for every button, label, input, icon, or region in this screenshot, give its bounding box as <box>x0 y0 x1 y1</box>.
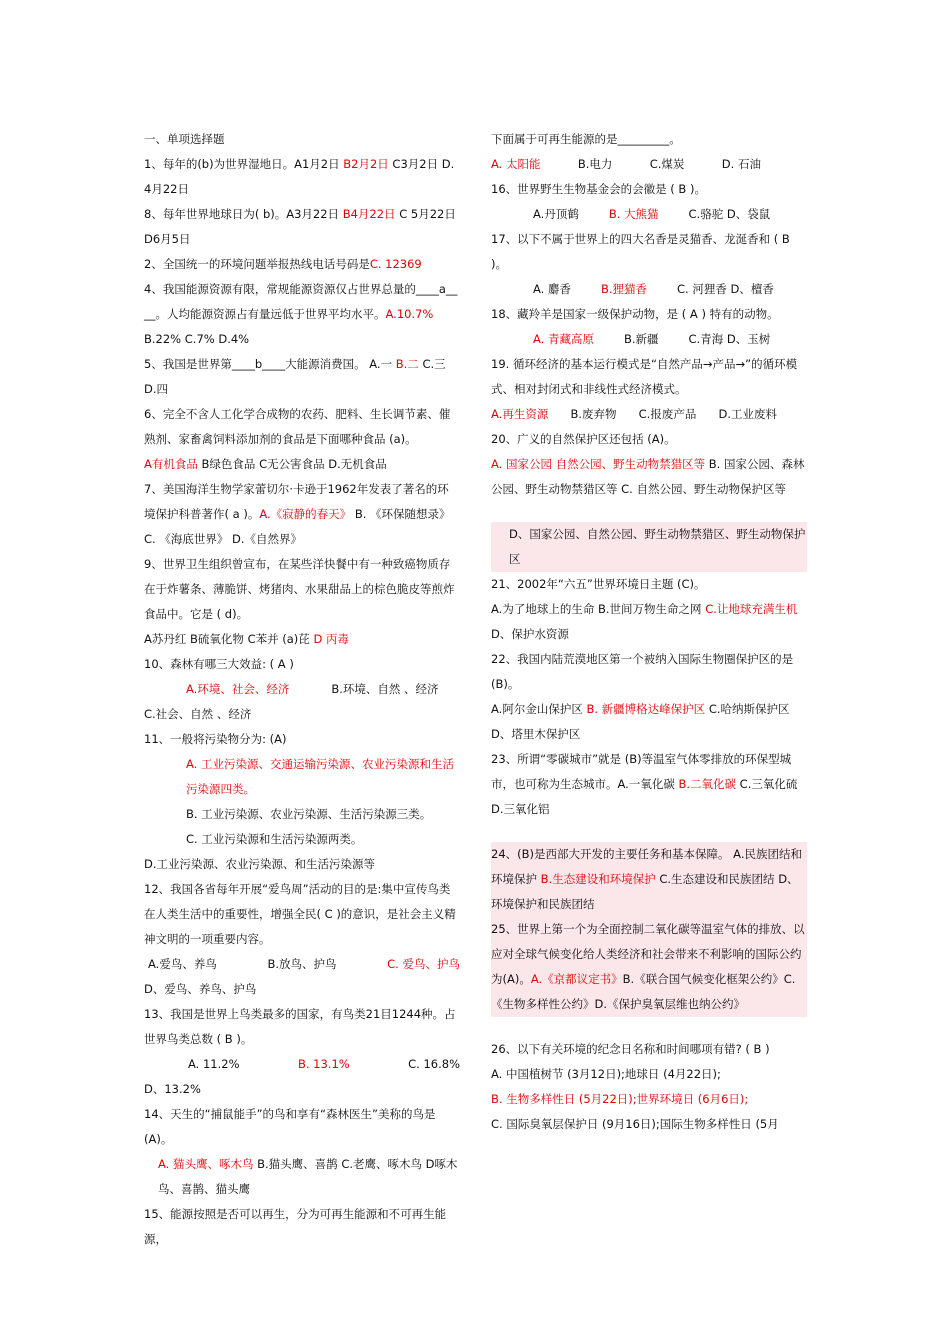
question-20-options: A. 国家公园 自然公园、野生动物禁猎区等 B. 国家公园、森林公园、野生动物禁猎区等 C. 自然公园、野生动物保护区等 <box>491 457 805 496</box>
answer: A. 猫头鹰、啄木鸟 <box>158 1157 254 1171</box>
question-5: 5、我国是世界第____b____大能源消费国。 A.一 B.二 C.三 D.四 <box>144 357 446 396</box>
question-8: 8、每年世界地球日为( b)。A3月22日 B4月22日 C 5月22日 D6月5日 <box>144 207 456 246</box>
question-10-option-c: C.社会、自然 、经济 <box>144 707 252 721</box>
question-26: 26、以下有关环境的纪念日名称和时间哪项有错? ( B ) <box>491 1042 770 1056</box>
question-13-options: A. 11.2% B. 13.1% C. 16.8% <box>144 1052 460 1077</box>
question-13-option-d: D、13.2% <box>144 1082 201 1096</box>
highlighted-block <box>491 842 807 1017</box>
answer: B. 新疆博格达峰保护区 <box>586 702 706 716</box>
question-19-options: A.再生资源 B.废弃物 C.报废产品 D.工业废料 <box>491 402 807 427</box>
answer: A. 青藏高原 <box>533 332 594 346</box>
answer: A.环境、社会、经济 <box>186 682 290 696</box>
question-20: 20、广义的自然保护区还包括 (A)。 <box>491 432 676 446</box>
left-column <box>144 127 460 1252</box>
right-column <box>491 127 807 1137</box>
question-16-options: A.丹顶鹤 B. 大熊猫 C.骆驼 D、袋鼠 <box>533 207 771 221</box>
answer: C. 12369 <box>369 257 422 271</box>
answer: B. 13.1% <box>297 1057 350 1071</box>
question-14: 14、天生的“捕鼠能手”的鸟和享有“森林医生”美称的鸟是 (A)。 <box>144 1107 436 1146</box>
question-19: 19. 循环经济的基本运行模式是“自然产品→产品→”的循环模式、相对封闭式和非线性式经济模式。 <box>491 357 798 396</box>
question-10-options: A.环境、社会、经济 B.环境、自然 、经济 <box>186 682 439 696</box>
question-16: 16、世界野生生物基金会的会徽是 ( B )。 <box>491 182 706 196</box>
question-22: 22、我国内陆荒漠地区第一个被纳入国际生物圈保护区的是(B)。 <box>491 652 794 691</box>
answer: A.《寂静的春天》 <box>259 507 352 521</box>
answer: B.二氧化碳 <box>678 777 737 791</box>
question-18-options: A. 青藏高原 B.新疆 C.青海 D、玉树 <box>533 332 771 346</box>
question-17: 17、以下不属于世界上的四大名香是灵猫香、龙涎香和 ( B )。 <box>491 232 790 271</box>
question-26-option-c: C. 国际臭氧层保护日 (9月16日);国际生物多样性日 (5月 <box>491 1117 779 1131</box>
answer: A.10.7% <box>385 307 434 321</box>
question-26-option-a: A. 中国植树节 (3月12日);地球日 (4月22日); <box>491 1067 721 1081</box>
question-11-option-d: D.工业污染源、农业污染源、和生活污染源等 <box>144 857 376 871</box>
answer: B. 大熊猫 <box>608 207 659 221</box>
question-13: 13、我国是世界上鸟类最多的国家，有鸟类21目1244种。占世界鸟类总数 ( B )。 <box>144 1007 456 1046</box>
answer: A. 太阳能 <box>491 157 541 171</box>
answer: A. 国家公园 自然公园、野生动物禁猎区等 <box>491 457 706 471</box>
section-heading: 一、单项选择题 <box>144 132 225 146</box>
question-21: 21、2002年“六五”世界环境日主题 (C)。 <box>491 577 706 591</box>
question-23: 23、所谓“零碳城市”就是 (B)等温室气体零排放的环保型城市，也可称为生态城市。A.一氧化碳 B.二氧化碳 C.三氧化硫 D.三氧化铝 <box>491 752 798 816</box>
question-1: 1、每年的(b)为世界湿地日。A1月2日 B2月2日 C3月2日 D.4月22日 <box>144 157 455 196</box>
question-14-options: A. 猫头鹰、啄木鸟 B.猫头鹰、喜鹊 C.老鹰、啄木鸟 D啄木鸟、喜鹊、猫头鹰 <box>158 1157 458 1196</box>
question-25: 25、世界上第一个为全面控制二氧化碳等温室气体的排放、以应对全球气候变化给人类经济和社会带来不利影响的国际公约为(A)。A.《京都议定书》B.《联合国气候变化框架公约》C.《生物多样性公约》D.《保护臭氧层维也纳公约》 <box>491 922 805 1011</box>
question-12: 12、我国各省每年开展“爱鸟周”活动的目的是:集中宣传鸟类在人类生活中的重要性，增强全民( C )的意识，是社会主义精神文明的一项重要内容。 <box>144 882 456 946</box>
question-24: 24、(B)是西部大开发的主要任务和基本保障。 A.民族团结和环境保护 B.生态建设和环境保护 C.生态建设和民族团结 D、环境保护和民族团结 <box>491 847 802 911</box>
answer: A.再生资源 <box>491 407 549 421</box>
answer: B.生态建设和环境保护 <box>540 872 656 886</box>
question-15-options: A. 太阳能 B.电力 C.煤炭 D. 石油 <box>491 152 807 177</box>
question-15-cont: 下面属于可再生能源的是_________。 <box>491 132 681 146</box>
question-12-option-d: D、爱鸟、养鸟、护鸟 <box>144 982 257 996</box>
answer: A.《京都议定书》 <box>530 972 623 986</box>
question-12-options: A.爱鸟、养鸟 B.放鸟、护鸟 C. 爱鸟、护鸟 <box>144 952 460 977</box>
question-7: 7、美国海洋生物学家蕾切尔·卡逊于1962年发表了著名的环境保护科普著作( a )。A.《寂静的春天》 B. 《环保随想录》 C. 《海底世界》 D.《自然界》 <box>144 482 451 546</box>
question-15: 15、能源按照是否可以再生，分为可再生能源和不可再生能源， <box>144 1207 447 1246</box>
question-20-option-d: D、国家公园、自然公园、野生动物禁猎区、野生动物保护区 <box>491 522 807 572</box>
answer: B4月22日 <box>342 207 396 221</box>
question-22-options: A.阿尔金山保护区 B. 新疆博格达峰保护区 C.哈纳斯保护区 D、塔里木保护区 <box>491 702 790 741</box>
question-4-options: B.22% C.7% D.4% <box>144 332 250 346</box>
answer: C. 爱鸟、护鸟 <box>387 957 460 971</box>
question-9-options: A苏丹红 B硫氧化物 C苯并 (a)芘 D 丙毒 <box>144 632 349 646</box>
question-2: 2、全国统一的环境问题举报热线电话号码是C. 12369 <box>144 257 422 271</box>
question-11-option-c: C. 工业污染源和生活污染源两类。 <box>186 832 363 846</box>
question-26-option-b: B. 生物多样性日 (5月22日);世界环境日 (6月6日); <box>491 1092 749 1106</box>
question-10: 10、森林有哪三大效益: ( A ) <box>144 657 294 671</box>
question-21-options: A.为了地球上的生命 B.世间万物生命之网 C.让地球充满生机 D、保护水资源 <box>491 602 798 641</box>
answer: B2月2日 <box>343 157 389 171</box>
question-11: 11、一般将污染物分为: (A) <box>144 732 287 746</box>
answer: B.狸猫香 <box>600 282 648 296</box>
question-17-options: A. 麝香 B.狸猫香 C. 河狸香 D、檀香 <box>533 282 774 296</box>
question-4: 4、我国能源资源有限，常规能源资源仅占世界总量的____a____。人均能源资源占有量远低于世界平均水平。A.10.7% <box>144 282 458 321</box>
answer: B.二 <box>395 357 419 371</box>
question-18: 18、藏羚羊是国家一级保护动物，是 ( A ) 特有的动物。 <box>491 307 779 321</box>
question-6-options: A有机食品 B绿色食品 C无公害食品 D.无机食品 <box>144 457 387 471</box>
question-11-option-a: A. 工业污染源、交通运输污染源、农业污染源和生活污染源四类。 <box>186 757 454 796</box>
answer: A有机食品 <box>144 457 198 471</box>
question-6: 6、完全不含人工化学合成物的农药、肥料、生长调节素、催熟剂、家畜禽饲料添加剂的食品是下面哪种食品 (a)。 <box>144 407 451 446</box>
answer: C.让地球充满生机 <box>705 602 798 616</box>
question-9: 9、世界卫生组织曾宣布，在某些洋快餐中有一种致癌物质存在于炸薯条、薄脆饼、烤猪肉、水果甜品上的棕色脆皮等煎炸食品中。它是 ( d)。 <box>144 557 455 621</box>
question-11-option-b: B. 工业污染源、农业污染源、生活污染源三类。 <box>186 807 432 821</box>
answer: D 丙毒 <box>313 632 349 646</box>
